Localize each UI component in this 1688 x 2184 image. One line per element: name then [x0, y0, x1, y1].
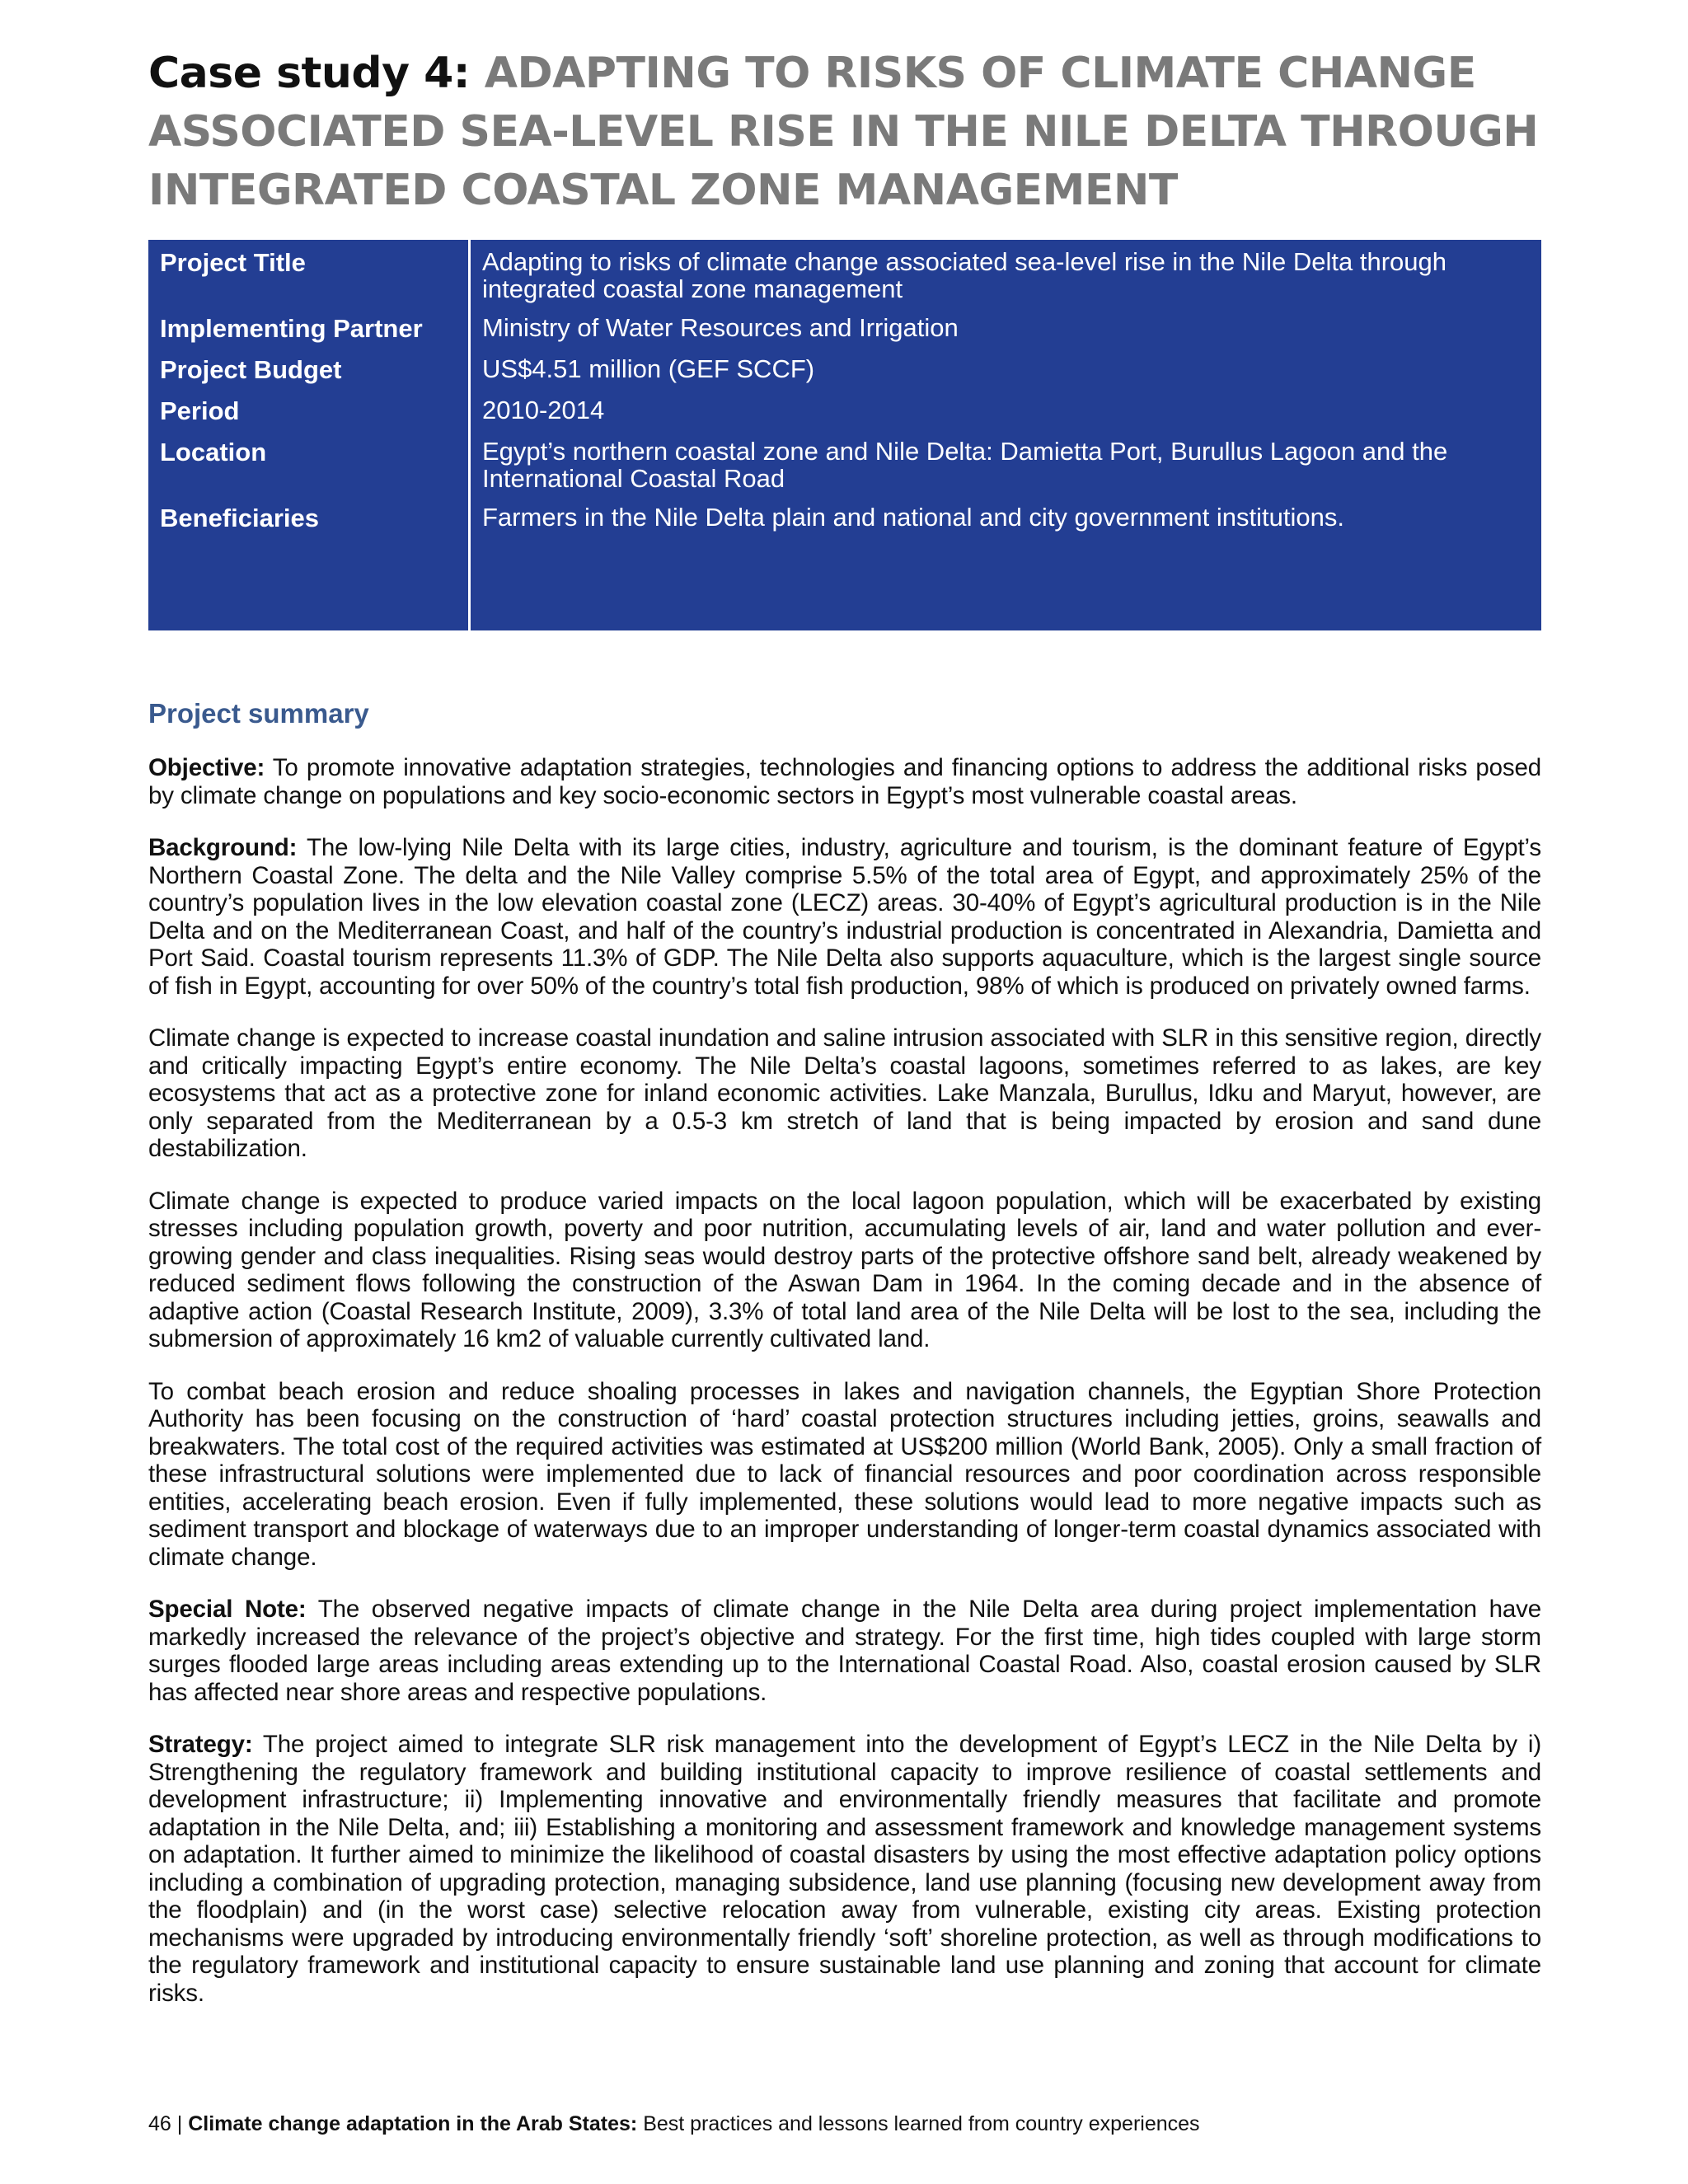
page-footer: [148, 2112, 1200, 2136]
objective-text: To promote innovative adaptation strategies, technologies and financing options to address the additional risks posed by climate change on populations and key socio-economic sectors in Egypt’s most vulnerable coastal areas.: [148, 754, 1541, 809]
row-value: Farmers in the Nile Delta plain and national and city government institutions.: [482, 503, 1344, 532]
special-note-paragraph: [148, 1596, 1541, 1706]
table-row: [148, 355, 1541, 396]
table-row: [148, 396, 1541, 438]
row-label: Project Budget: [148, 355, 470, 396]
row-label: Period: [148, 396, 470, 438]
page-title: [148, 45, 1541, 220]
footer-subtitle: Best practices and lessons learned from country experiences: [643, 2112, 1200, 2135]
page-number: 46: [148, 2112, 171, 2135]
objective-paragraph: [148, 754, 1541, 809]
climate-paragraph-1: Climate change is expected to increase coastal inundation and saline intrusion associated with SLR in this sensitive region, directly and critically impacting Egypt’s entire economy. The Nile Delta’s coastal lagoons, sometimes referred to as lakes, are key ecosystems that act as a protective zone for inland economic activities. Lake Manzala, Burullus, Idku and Maryut, however, are only separated from the Mediterranean by a 0.5-3 km stretch of land that is being impacted by erosion and sand dune destabilization.: [148, 1024, 1541, 1162]
row-value: 2010-2014: [482, 396, 605, 424]
strategy-paragraph: [148, 1731, 1541, 2007]
section-heading: Project summary: [148, 698, 369, 729]
project-info-table: [148, 240, 1541, 630]
table-filler-row: [148, 545, 1541, 630]
table-row: [148, 438, 1541, 504]
table-row: [148, 314, 1541, 355]
title-prefix: Case study 4:: [148, 49, 471, 98]
strategy-lead: Strategy:: [148, 1731, 253, 1758]
strategy-text: The project aimed to integrate SLR risk management into the development of Egypt’s LECZ in the Nile Delta by i) Strengthening the regulatory framework and building institutional capacity to improve resilience of coastal settlements and development infrastructure; ii) Implementing innovative and environmentally friendly measures that facilitate and promote adaptation in the Nile Delta, and; iii) Establishing a monitoring and assessment framework and knowledge management systems on adaptation. It further aimed to minimize the likelihood of coastal disasters by using the most effective adaptation policy options including a combination of upgrading protection, managing subsidence, land use planning (focusing new development away from the floodplain) and (in the worst case) selective relocation away from vulnerable, existing city areas. Existing protection mechanisms were upgraded by introducing environmentally friendly ‘soft’ shoreline protection, as well as through modifications to the regulatory framework and institutional capacity to ensure sustainable land use planning and zoning that account for climate risks.: [148, 1731, 1541, 2007]
footer-title: Climate change adaptation in the Arab States:: [188, 2112, 638, 2135]
special-note-lead: Special Note:: [148, 1596, 307, 1623]
table-row: [148, 504, 1541, 545]
row-label: Implementing Partner: [148, 314, 470, 355]
table-row: [148, 240, 1541, 314]
row-value: Ministry of Water Resources and Irrigation: [482, 313, 959, 342]
row-label: Project Title: [148, 240, 470, 314]
row-label: Location: [148, 438, 470, 504]
row-value: Egypt’s northern coastal zone and Nile Delta: Damietta Port, Burullus Lagoon and the International Coastal Road: [482, 437, 1448, 493]
row-value: US$4.51 million (GEF SCCF): [482, 354, 815, 383]
row-value: Adapting to risks of climate change associated sea-level rise in the Nile Delta through integrated coastal zone management: [482, 247, 1447, 303]
background-lead: Background:: [148, 834, 298, 861]
climate-paragraph-2: Climate change is expected to produce varied impacts on the local lagoon population, which will be exacerbated by existing stresses including population growth, poverty and poor nutrition, accumulating levels of air, land and water pollution and ever-growing gender and class inequalities. Rising seas would destroy parts of the protective offshore sand belt, already weakened by reduced sediment flows following the construction of the Aswan Dam in 1964. In the coming decade and in the absence of adaptive action (Coastal Research Institute, 2009), 3.3% of total land area of the Nile Delta will be lost to the sea, including the submersion of approximately 16 km2 of valuable currently cultivated land.: [148, 1187, 1541, 1352]
page: [148, 0, 1541, 2007]
objective-lead: Objective:: [148, 754, 265, 781]
special-note-text: The observed negative impacts of climate change in the Nile Delta area during project implementation have markedly increased the relevance of the project’s objective and strategy. For the first time, high tides coupled with large storm surges flooded large areas including areas extending up to the International Coastal Road. Also, coastal erosion caused by SLR has affected near shore areas and respective populations.: [148, 1596, 1541, 1706]
background-paragraph: [148, 834, 1541, 1000]
title-main: ADAPTING TO RISKS OF CLIMATE CHANGE ASSOCIATED SEA-LEVEL RISE IN THE NILE DELTA THROUGH INTEGRATED COASTAL ZONE MANAGEMENT: [148, 49, 1539, 215]
background-text: The low-lying Nile Delta with its large cities, industry, agriculture and tourism, is the dominant feature of Egypt’s Northern Coastal Zone. The delta and the Nile Valley comprise 5.5% of the total area of Egypt, and approximately 25% of the country’s population lives in the low elevation coastal zone (LECZ) areas. 30-40% of Egypt’s agricultural production is in the Nile Delta and on the Mediterranean Coast, and half of the country’s industrial production is concentrated in Alexandria, Damietta and Port Said. Coastal tourism represents 11.3% of GDP. The Nile Delta also supports aquaculture, which is the largest single source of fish in Egypt, accounting for over 50% of the country’s total fish production, 98% of which is produced on privately owned farms.: [148, 834, 1541, 1000]
footer-separator: |: [176, 2112, 183, 2135]
row-label: Beneficiaries: [148, 504, 470, 545]
erosion-paragraph: To combat beach erosion and reduce shoaling processes in lakes and navigation channels, the Egyptian Shore Protection Authority has been focusing on the construction of ‘hard’ coastal protection structures including jetties, groins, seawalls and breakwaters. The total cost of the required activities was estimated at US$200 million (World Bank, 2005). Only a small fraction of these infrastructural solutions were implemented due to lack of financial resources and poor coordination across responsible entities, accelerating beach erosion. Even if fully implemented, these solutions would lead to more negative impacts such as sediment transport and blockage of waterways due to an improper understanding of longer-term coastal dynamics associated with climate change.: [148, 1377, 1541, 1571]
